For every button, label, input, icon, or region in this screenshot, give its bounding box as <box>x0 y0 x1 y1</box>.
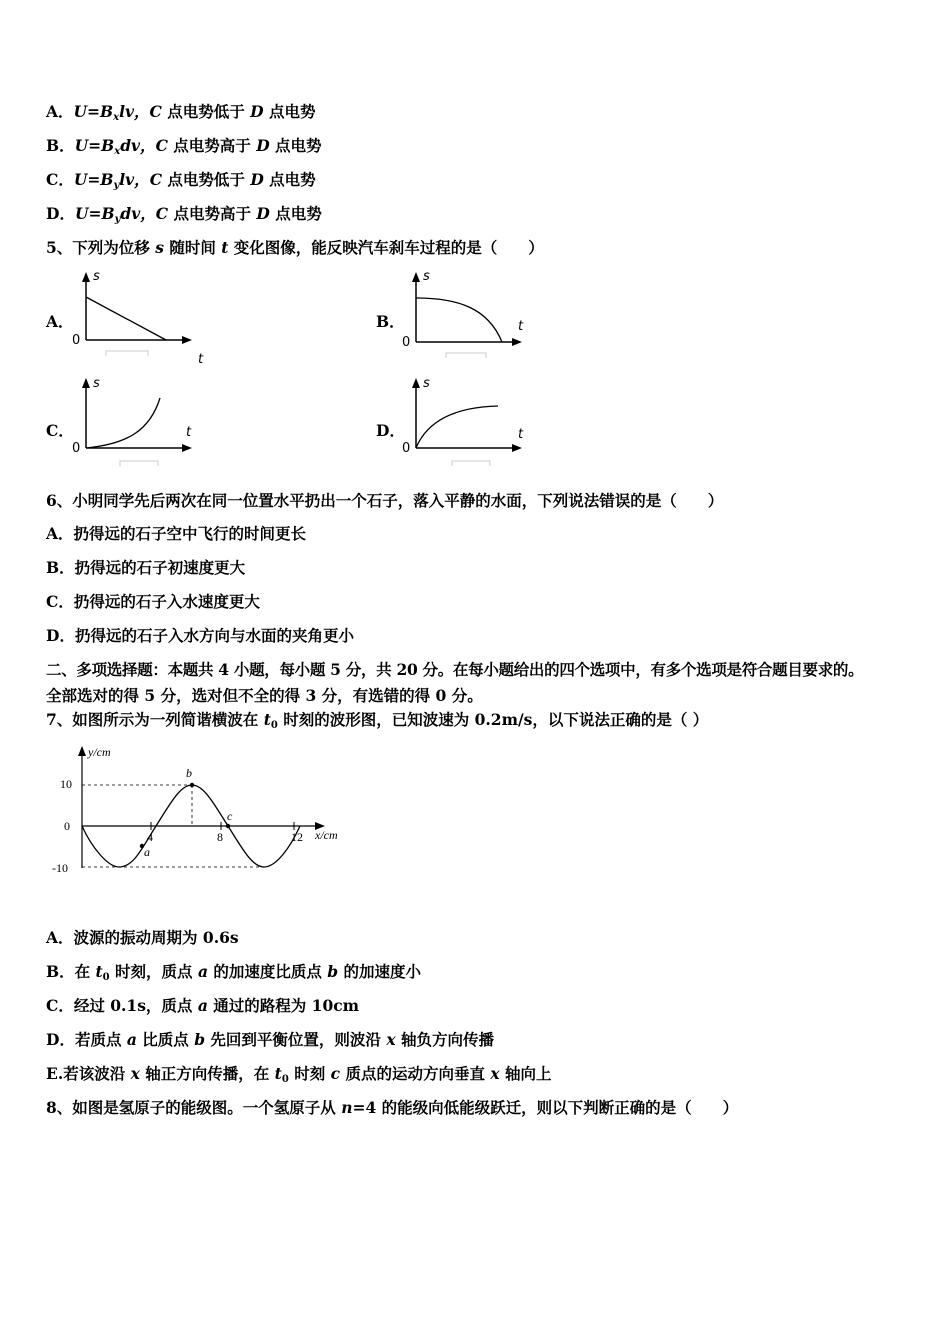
x-axis-label: x/cm <box>315 828 338 842</box>
y-axis-label: y/cm <box>88 745 111 759</box>
q7-option-a: A．波源的振动周期为 0.6s <box>46 928 239 947</box>
axis-label-t: t <box>518 427 524 442</box>
axis-label-s: s <box>423 376 430 391</box>
q7-option-c: C．经过 0.1s，质点 a 通过的路程为 10cm <box>46 996 360 1015</box>
y-axis-arrow-icon <box>412 272 420 282</box>
q7-wave-graph <box>46 740 346 890</box>
section2-line2: 全部选对的得 5 分，选对但不全的得 3 分，有选错的得 0 分。 <box>46 686 483 705</box>
q5-graph-c-label: C． <box>46 421 74 440</box>
q7-option-e: E.若该波沿 x 轴正方向传播，在 $t_0$ 时刻 c 质点的运动方向垂直 x 轴向上 <box>46 1064 552 1085</box>
curve <box>86 297 166 340</box>
q4-option-c: C．$U=B_ylv$，C 点电势低于 D 点电势 <box>46 170 316 191</box>
q6-option-d: D．扔得远的石子入水方向与水面的夹角更小 <box>46 626 354 645</box>
q5-graph-d-label: D． <box>376 421 405 440</box>
q6-option-b: B．扔得远的石子初速度更大 <box>46 558 246 577</box>
origin-label: 0 <box>402 441 411 456</box>
axis-label-s: s <box>93 269 100 284</box>
curve <box>416 406 498 448</box>
point-b-marker <box>190 783 194 787</box>
x-tick-12: 12 <box>291 830 303 844</box>
q7-option-b: B．在 $t_0$ 时刻，质点 a 的加速度比质点 b 的加速度小 <box>46 962 422 983</box>
y-tick-0: 0 <box>64 819 70 833</box>
axis-label-t: t <box>518 319 524 334</box>
q4-option-b: B．$U=B_xdv$，C 点电势高于 D 点电势 <box>46 136 322 157</box>
origin-label: 0 <box>72 333 81 348</box>
x-tick-8: 8 <box>217 830 223 844</box>
x-axis-arrow-icon <box>512 338 522 346</box>
scan-artifact <box>120 461 158 466</box>
y-axis-arrow-icon <box>82 378 90 388</box>
x-axis-arrow-icon <box>182 444 192 452</box>
q4-option-a: A．$U=B_xlv$，C 点电势低于 D 点电势 <box>46 102 316 123</box>
axis-label-t: t <box>186 425 192 440</box>
q8-stem: 8、如图是氢原子的能级图。一个氢原子从 n=4 的能级向低能级跃迁，则以下判断正确的是（ ） <box>46 1098 739 1117</box>
y-axis-arrow-icon <box>412 378 420 388</box>
point-c-label: c <box>227 809 233 823</box>
q5-graph-a-label: A． <box>46 312 74 331</box>
y-tick-10: 10 <box>60 777 72 791</box>
q7-stem: 7、如图所示为一列简谐横波在 $t_0$ 时刻的波形图，已知波速为 0.2m/s，以下说法正确的是（ ） <box>46 710 709 731</box>
axis-label-s: s <box>423 269 430 284</box>
q5-graph-a <box>68 266 218 370</box>
point-b-label: b <box>186 766 192 780</box>
scan-artifact <box>106 351 148 356</box>
y-axis-arrow-icon <box>82 272 90 282</box>
q5-graph-b <box>398 266 548 370</box>
section2-line1: 二、多项选择题：本题共 4 小题，每小题 5 分，共 20 分。在每小题给出的四个选项中，有多个选项是符合题目要求的。 <box>46 660 864 679</box>
q5-graph-c <box>68 374 218 470</box>
q5-graph-b-label: B． <box>376 312 405 331</box>
q6-stem: 6、小明同学先后两次在同一位置水平扔出一个石子，落入平静的水面，下列说法错误的是（ ） <box>46 491 724 510</box>
curve <box>86 398 160 448</box>
origin-label: 0 <box>402 335 411 350</box>
q5-stem: 5、下列为位移 s 随时间 t 变化图像，能反映汽车刹车过程的是（ ） <box>46 238 544 257</box>
q6-option-a: A．扔得远的石子空中飞行的时间更长 <box>46 524 307 543</box>
axis-label-s: s <box>93 376 100 391</box>
origin-label: 0 <box>72 441 81 456</box>
y-tick-minus10: -10 <box>52 861 68 875</box>
x-axis-arrow-icon <box>512 444 522 452</box>
y-axis-arrow-icon <box>78 746 86 756</box>
q7-option-d: D．若质点 a 比质点 b 先回到平衡位置，则波沿 x 轴负方向传播 <box>46 1030 494 1049</box>
q6-option-c: C．扔得远的石子入水速度更大 <box>46 592 260 611</box>
q4-option-d: D．$U=B_ydv$，C 点电势高于 D 点电势 <box>46 204 322 225</box>
point-c-marker <box>226 824 230 828</box>
point-a-label: a <box>144 845 150 859</box>
curve <box>416 298 502 342</box>
x-axis-arrow-icon <box>182 336 192 344</box>
q5-graph-d <box>398 374 548 470</box>
scan-artifact <box>452 461 490 466</box>
x-tick-4: 4 <box>147 830 153 844</box>
axis-label-t: t <box>198 352 204 367</box>
scan-artifact <box>446 353 486 358</box>
